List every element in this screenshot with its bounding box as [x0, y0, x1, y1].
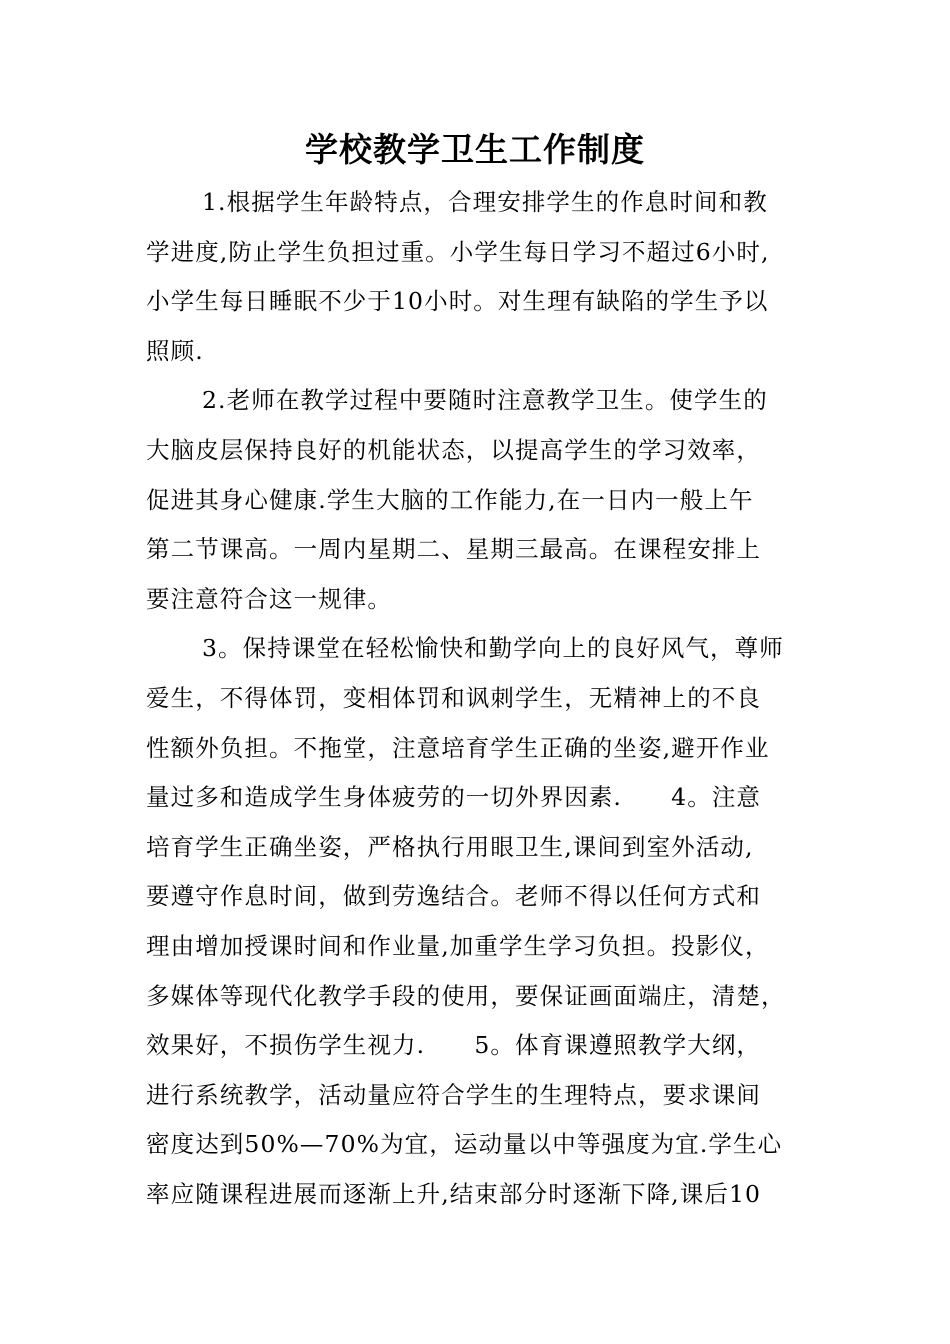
text-line: 促进其身心健康.学生大脑的工作能力,在一日内一般上午 [146, 485, 754, 514]
text-line: 小学生每日睡眠不少于10小时。对生理有缺陷的学生予以 [146, 287, 769, 316]
text-line: 学进度,防止学生负担过重。小学生每日学习不超过6小时, [146, 237, 770, 266]
text-line: 3。保持课堂在轻松愉快和勤学向上的良好风气，尊师 [202, 634, 784, 663]
text-line: 爱生，不得体罚，变相体罚和讽刺学生，无精神上的不良 [146, 683, 761, 712]
text-line: 性额外负担。不拖堂，注意培育学生正确的坐姿,避开作业 [146, 733, 770, 762]
text-line: 量过多和造成学生身体疲劳的一切外界因素. 4。注意 [146, 783, 762, 812]
text-line: 进行系统教学，活动量应符合学生的生理特点，要求课间 [146, 1080, 761, 1109]
text-line: 2.老师在教学过程中要随时注意教学卫生。使学生的 [202, 386, 768, 415]
text-line: 效果好，不损伤学生视力. 5。体育课遵照教学大纲， [146, 1031, 762, 1060]
text-line: 大脑皮层保持良好的机能状态，以提高学生的学习效率， [146, 435, 761, 464]
text-line: 第二节课高。一周内星期二、星期三最高。在课程安排上 [146, 535, 761, 564]
text-line: 培育学生正确坐姿，严格执行用眼卫生,课间到室外活动, [146, 832, 754, 861]
document-title: 学校教学卫生工作制度 [305, 130, 645, 169]
text-line: 要注意符合这一规律。 [146, 584, 392, 613]
text-line: 率应随课程进展而逐渐上升,结束部分时逐渐下降,课后10 [146, 1179, 762, 1208]
text-line: 1.根据学生年龄特点，合理安排学生的作息时间和教 [202, 188, 768, 216]
text-line: 照顾. [146, 336, 204, 365]
document-body [146, 178, 808, 1219]
text-line: 要遵守作息时间，做到劳逸结合。老师不得以任何方式和 [146, 882, 761, 911]
text-line: 理由增加授课时间和作业量,加重学生学习负担。投影仪， [146, 931, 770, 960]
text-line: 密度达到50%—70%为宜，运动量以中等强度为宜.学生心 [146, 1130, 783, 1159]
text-line: 多媒体等现代化教学手段的使用，要保证画面端庄，清楚， [146, 981, 786, 1010]
